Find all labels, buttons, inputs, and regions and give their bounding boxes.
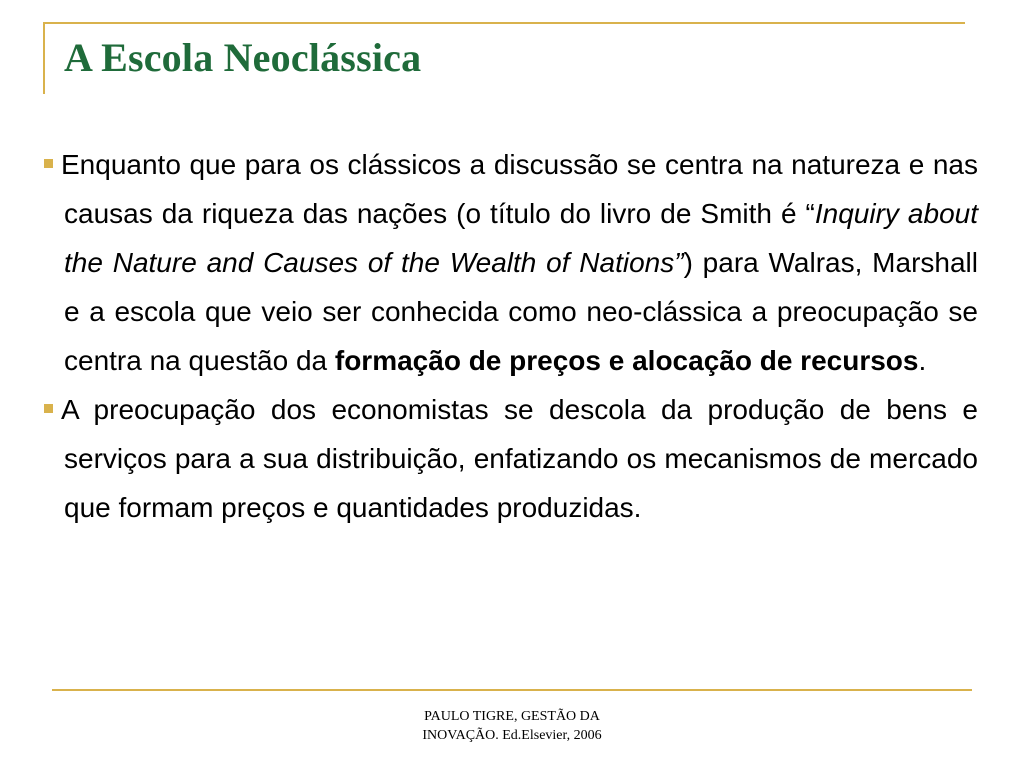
- bullet-1-emphasis: formação de preços e alocação de recursos: [334, 345, 919, 376]
- bottom-divider-line: [52, 689, 972, 691]
- bullet-1-book-title: Inquiry about the Nature and Causes of the Wealth of Nations”: [64, 198, 978, 278]
- top-divider-line: [43, 22, 965, 24]
- left-accent-line: [43, 22, 45, 94]
- footer-citation: [380, 707, 644, 745]
- square-bullet-icon: [44, 404, 53, 413]
- slide-title: A Escola Neoclássica: [64, 35, 422, 80]
- footer-line-1: PAULO TIGRE, GESTÃO DA: [424, 709, 600, 724]
- bullet-1-text-2: ) para Walras, Marshall e a escola que veio ser conhecida como neo-clássica a preocupação se centra na questão da: [64, 247, 978, 376]
- bullet-2-text: A preocupação dos economistas se descola da produção de bens e serviços para a sua distribuição, enfatizando os mecanismos de mercado que formam preços e quantidades produzidas.: [61, 394, 978, 523]
- bullet-item-1: [44, 140, 978, 385]
- bullet-1-text-1: Enquanto que para os clássicos a discussão se centra na natureza e nas causas da riqueza das nações (o título do livro de Smith é “: [61, 149, 978, 229]
- footer-line-2: INOVAÇÃO. Ed.Elsevier, 2006: [422, 728, 602, 743]
- bullet-item-2: [44, 385, 978, 532]
- bullet-1-text-3: .: [918, 345, 927, 376]
- slide-body: [44, 140, 978, 532]
- square-bullet-icon: [44, 159, 53, 168]
